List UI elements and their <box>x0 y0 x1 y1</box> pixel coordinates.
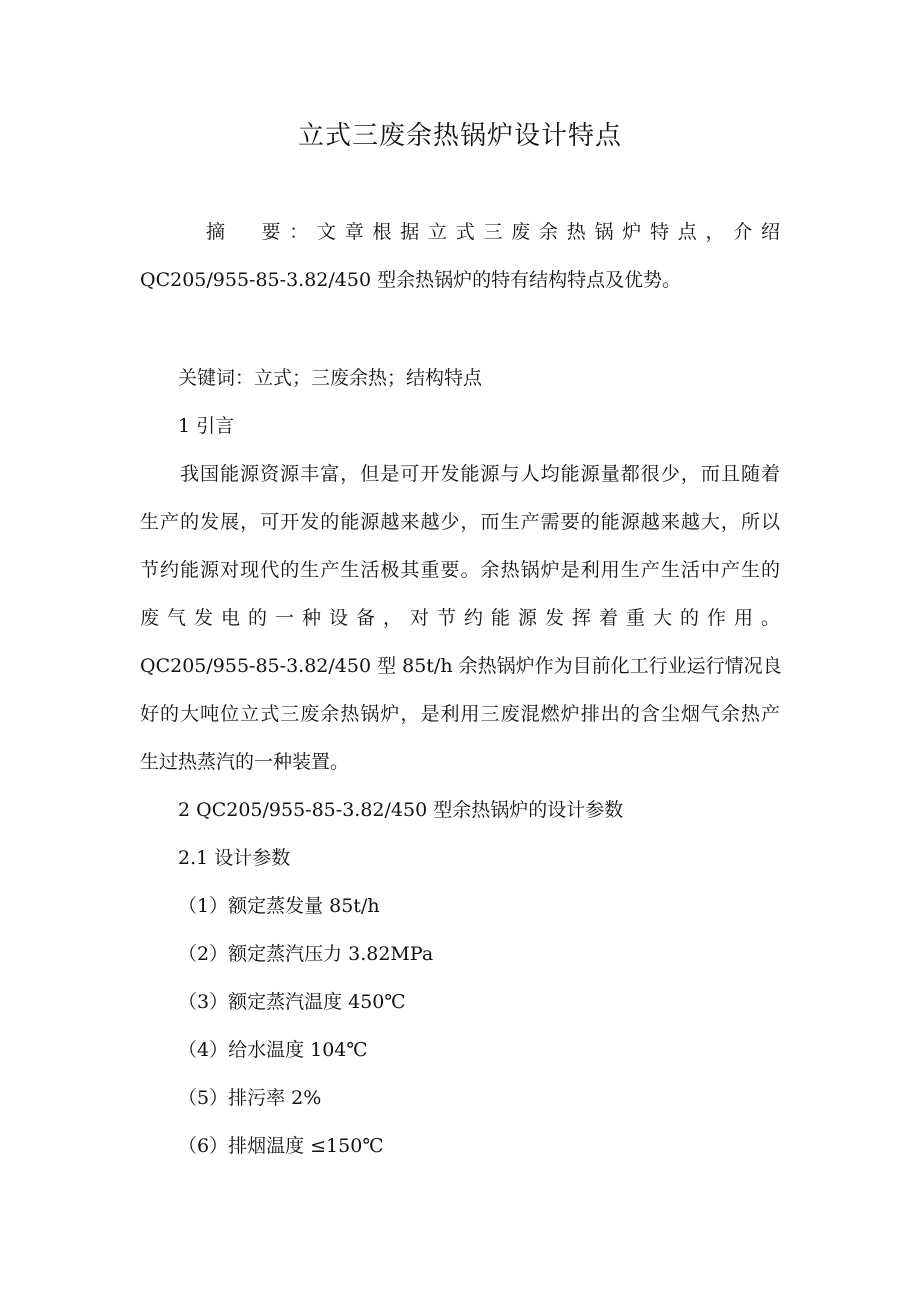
parameter-item: （3）额定蒸汽温度 450℃ <box>178 991 406 1013</box>
abstract <box>140 208 780 304</box>
paragraph-line: 废气发电的一种设备，对节约能源发挥着重大的作用。 <box>140 607 780 629</box>
paragraph-line: 生产的发展，可开发的能源越来越少，而生产需要的能源越来越大，所以 <box>140 511 780 533</box>
section-heading: 1 引言 <box>178 415 235 437</box>
paragraph-line: 我国能源资源丰富，但是可开发能源与人均能源量都很少，而且随着 <box>180 463 780 485</box>
abstract-line: QC205/955-85-3.82/450 型余热锅炉的特有结构特点及优势。 <box>140 269 682 291</box>
page-title: 立式三废余热锅炉设计特点 <box>297 121 622 151</box>
parameter-item: （4）给水温度 104℃ <box>178 1039 368 1061</box>
subsection-heading: 2.1 设计参数 <box>178 847 291 869</box>
parameter-item: （1）额定蒸发量 85t/h <box>178 895 380 917</box>
section-heading: 2 QC205/955-85-3.82/450 型余热锅炉的设计参数 <box>178 799 624 821</box>
parameter-item: （5）排污率 2% <box>178 1087 322 1109</box>
intro-paragraph <box>140 450 780 786</box>
parameter-item: （6）排烟温度 ≤150℃ <box>178 1135 384 1157</box>
parameter-item: （2）额定蒸汽压力 3.82MPa <box>178 943 434 965</box>
abstract-line: 摘 要：文章根据立式三废余热锅炉特点，介绍 <box>206 221 780 243</box>
paragraph-line: QC205/955-85-3.82/450 型 85t/h 余热锅炉作为目前化工行业运行情况良 <box>140 655 782 677</box>
paragraph-line: 生过热蒸汽的一种装置。 <box>140 751 350 773</box>
keywords: 关键词：立式；三废余热；结构特点 <box>178 367 483 389</box>
paragraph-line: 好的大吨位立式三废余热锅炉，是利用三废混燃炉排出的含尘烟气余热产 <box>140 703 780 725</box>
paragraph-line: 节约能源对现代的生产生活极其重要。余热锅炉是利用生产生活中产生的 <box>140 559 780 581</box>
